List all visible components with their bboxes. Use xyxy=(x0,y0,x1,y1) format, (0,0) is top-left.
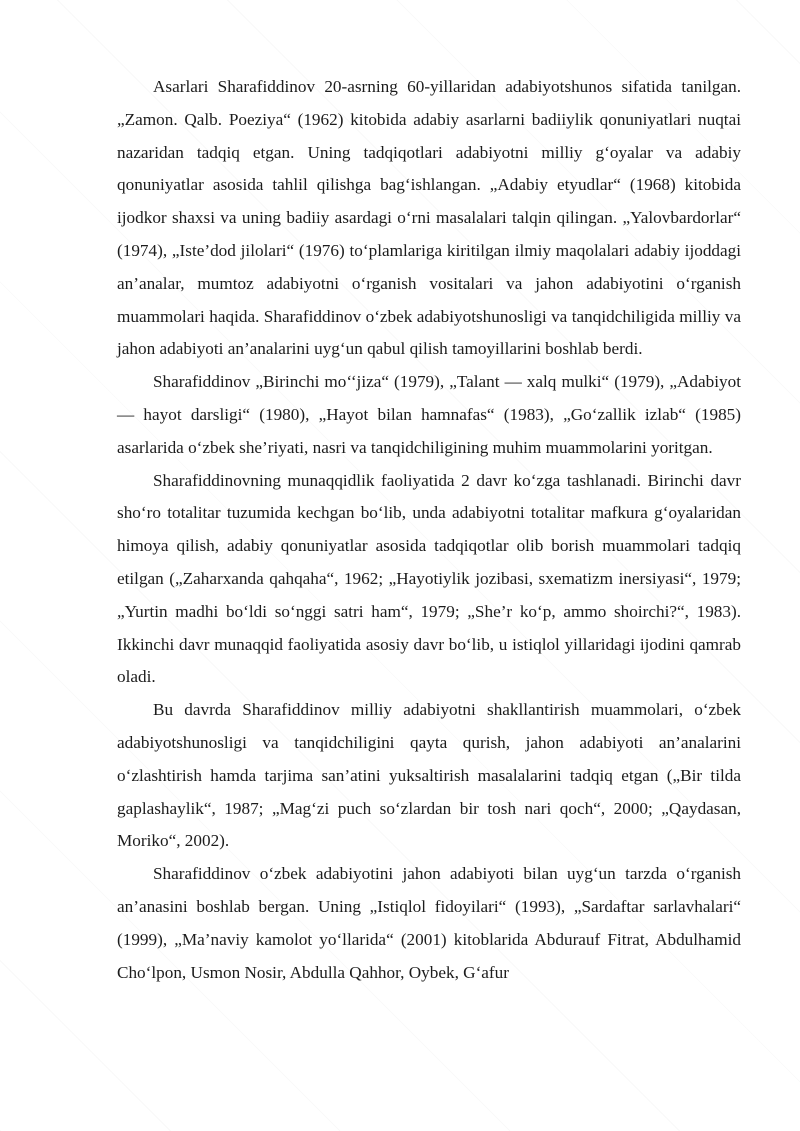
paragraph: Bu davrda Sharafiddinov milliy adabiyotni shakllantirish muammolari, o‘zbek adabiyotshunosligi va tanqidchiligini qayta qurish, jahon adabiyoti an’analarini o‘zlashtirish hamda tarjima san’atini yuksaltirish masalalarini tadqiq etgan („Bir tilda gaplashaylik“, 1987; „Mag‘zi puch so‘zlardan bir tosh nari qoch“, 2000; „Qaydasan, Moriko“, 2002). xyxy=(117,700,741,851)
paragraph: Sharafiddinovning munaqqidlik faoliyatida 2 davr ko‘zga tashlanadi. Birinchi davr sho‘ro totalitar tuzumida kechgan bo‘lib, unda adabiyotni totalitar mafkura g‘oyalaridan himoya qilish, adabiy qonuniyatlar asosida tadqiqotlar olib borish muammolari tadqiq etilgan („Zaharxanda qahqaha“, 1962; „Hayotiylik jozibasi, sxematizm inersiyasi“, 1979; „Yurtin madhi bo‘ldi so‘nggi satri ham“, 1979; „She’r ko‘p, ammo shoirchi?“, 1983). Ikkinchi davr munaqqid faoliyatida asosiy davr bo‘lib, u istiqlol yillaridagi ijodini qamrab oladi. xyxy=(117,470,741,687)
document-body xyxy=(117,71,741,989)
paragraph: Sharafiddinov „Birinchi mo‘‘jiza“ (1979), „Talant — xalq mulki“ (1979), „Adabiyot — hayot darsligi“ (1980), „Hayot bilan hamnafas“ (1983), „Go‘zallik izlab“ (1985) asarlarida o‘zbek she’riyati, nasri va tanqidchiligining muhim muammolarini yoritgan. xyxy=(117,372,741,457)
paragraph: Asarlari Sharafiddinov 20-asrning 60-yillaridan adabiyotshunos sifatida tanilgan. „Zamon. Qalb. Poeziya“ (1962) kitobida adabiy asarlarni badiiylik qonuniyatlari nuqtai nazaridan tadqiq etgan. Uning tadqiqotlari adabiyotni milliy g‘oyalar va adabiy qonuniyatlar asosida tahlil qilishga bag‘ishlangan. „Adabiy etyudlar“ (1968) kitobida ijodkor shaxsi va uning badiiy asardagi o‘rni masalalari talqin qilingan. „Yalovbardorlar“ (1974), „Iste’dod jilolari“ (1976) to‘plamlariga kiritilgan ilmiy maqolalari adabiy ijoddagi an’analar, mumtoz adabiyotni o‘rganish vositalari va jahon adabiyotini o‘rganish muammolari haqida. Sharafiddinov o‘zbek adabiyotshunosligi va tanqidchiligida milliy va jahon adabiyoti an’analarini uyg‘un qabul qilish tamoyillarini boshlab berdi. xyxy=(117,77,741,359)
paragraph: Sharafiddinov o‘zbek adabiyotini jahon adabiyoti bilan uyg‘un tarzda o‘rganish an’anasini boshlab bergan. Uning „Istiqlol fidoyilari“ (1993), „Sardaftar sarlavhalari“ (1999), „Ma’naviy kamolot yo‘llarida“ (2001) kitoblarida Abdurauf Fitrat, Abdulhamid Cho‘lpon, Usmon Nosir, Abdulla Qahhor, Oybek, G‘afur xyxy=(117,864,741,982)
